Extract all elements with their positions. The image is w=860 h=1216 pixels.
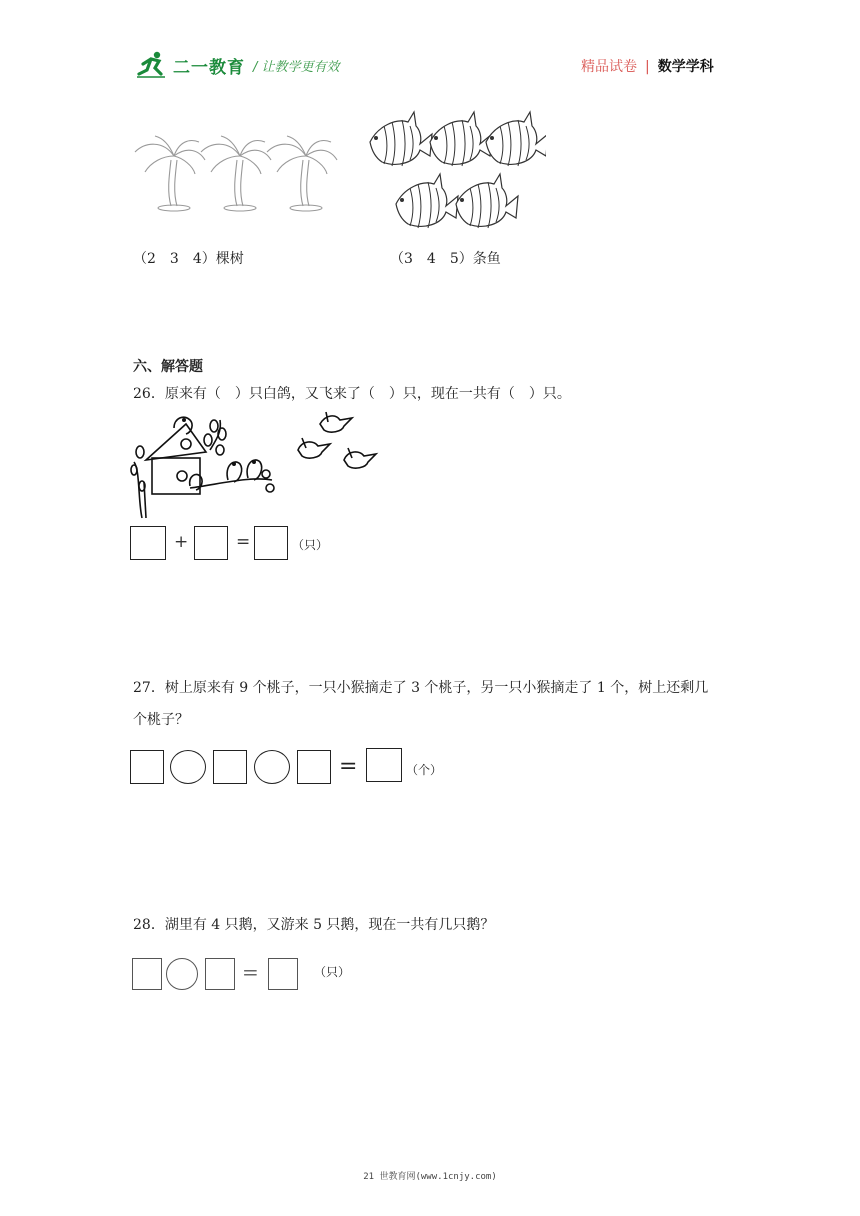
- unit-label: （只）: [314, 965, 351, 979]
- answer-box-result[interactable]: [366, 748, 402, 782]
- question-26-text: 26．原来有（ ）只白鸽，又飞来了（ ）只，现在一共有（ ）只。: [133, 386, 571, 402]
- logo-text: 二一教育: [173, 57, 245, 78]
- question-27-text-line2: 个桃子？: [133, 712, 189, 728]
- slogan: / 让教学更有效: [253, 60, 340, 75]
- answer-box-3[interactable]: [297, 750, 331, 784]
- plus-sign: +: [174, 532, 189, 552]
- answer-box-1[interactable]: [130, 750, 164, 784]
- equals-sign: =: [236, 532, 251, 552]
- answer-box-2[interactable]: [213, 750, 247, 784]
- palm-trees-illustration: [133, 132, 338, 214]
- answer-box-1[interactable]: [130, 526, 166, 560]
- operator-circle[interactable]: [166, 958, 198, 990]
- pigeons-illustration: [130, 410, 385, 520]
- unit-label: （个）: [406, 763, 443, 777]
- fish-caption: （3 4 5）条鱼: [390, 251, 501, 267]
- answer-box-1[interactable]: [132, 958, 162, 990]
- answer-box-2[interactable]: [205, 958, 235, 990]
- operator-circle-2[interactable]: [254, 750, 290, 784]
- fish-illustration: [366, 110, 546, 235]
- question-28-text: 28．湖里有 4 只鹅，又游来 5 只鹅，现在一共有几只鹅？: [133, 917, 495, 933]
- tag-subject: 数学学科: [657, 59, 714, 75]
- header-tags: 精品试卷 | 数学学科: [581, 59, 714, 75]
- tag-quality-paper: 精品试卷: [581, 59, 637, 75]
- running-man-icon: [135, 50, 169, 80]
- answer-box-result[interactable]: [268, 958, 298, 990]
- brand-logo: [135, 48, 245, 82]
- page-footer: 21 世教育网(www.1cnjy.com): [363, 1172, 497, 1182]
- unit-label: （只）: [292, 538, 329, 552]
- section-heading: 六、解答题: [133, 359, 203, 375]
- equals-sign: =: [339, 754, 358, 779]
- answer-box-2[interactable]: [194, 526, 228, 560]
- trees-caption: （2 3 4）棵树: [133, 251, 244, 267]
- answer-box-result[interactable]: [254, 526, 288, 560]
- equals-sign: =: [242, 960, 259, 984]
- question-27-text-line1: 27．树上原来有 9 个桃子，一只小猴摘走了 3 个桃子，另一只小猴摘走了 1 个，树上还剩几: [133, 680, 709, 696]
- operator-circle-1[interactable]: [170, 750, 206, 784]
